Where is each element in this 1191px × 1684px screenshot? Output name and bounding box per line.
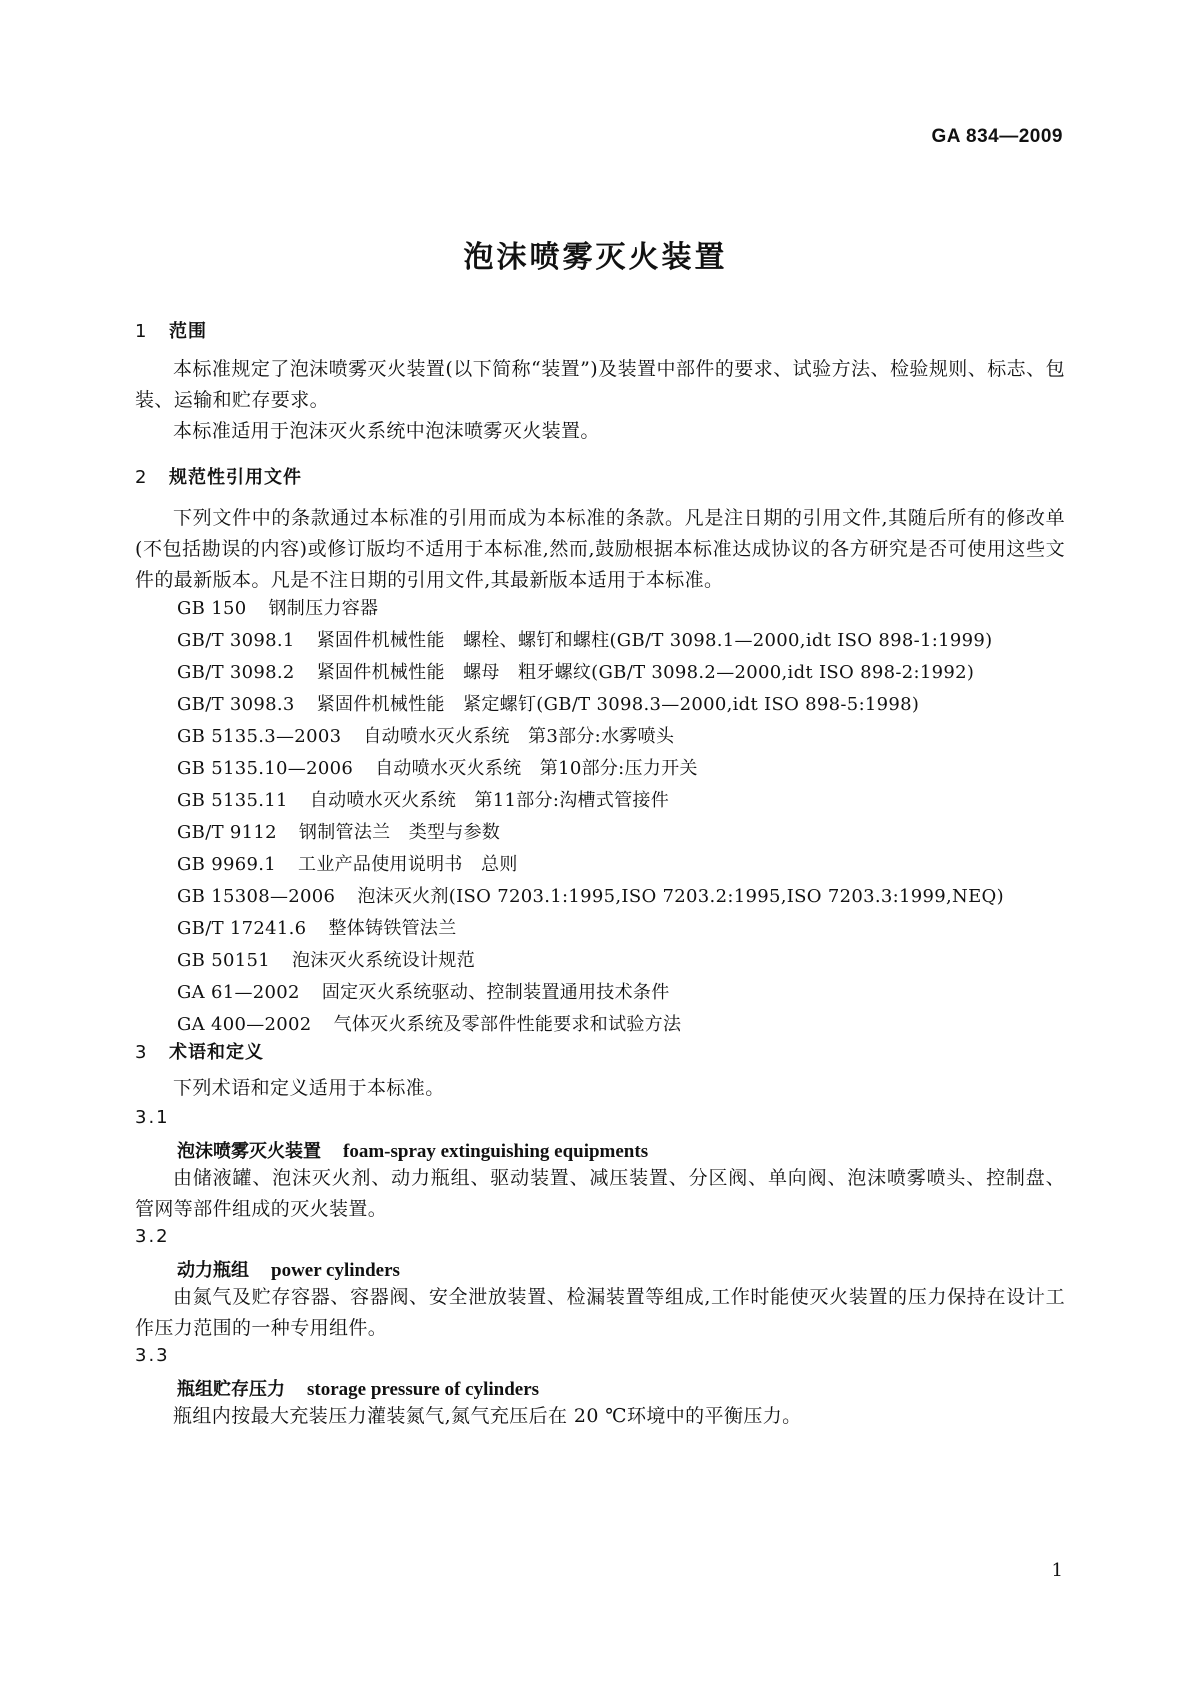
reference-title: 泡沫灭火系统设计规范 [292,950,475,971]
reference-title: 气体灭火系统及零部件性能要求和试验方法 [333,1014,682,1035]
term-chinese: 瓶组贮存压力 [177,1379,285,1400]
section-3-heading [135,1038,264,1064]
reference-title: 固定灭火系统驱动、控制装置通用技术条件 [321,982,670,1003]
reference-item [177,657,1004,689]
reference-code: GB 5135.10—2006 [177,758,354,779]
page-number: 1 [1051,1560,1063,1581]
reference-item [177,945,1004,977]
section-3-paragraph-1: 下列术语和定义适用于本标准。 [173,1077,445,1099]
reference-title: 自动喷水灭火系统 第11部分:沟槽式管接件 [309,790,670,811]
reference-item [177,849,1004,881]
reference-code: GB 5135.3—2003 [177,726,342,747]
reference-title: 紧固件机械性能 紧定螺钉(GB/T 3098.3—2000,idt ISO 898-5:1998) [316,694,920,715]
reference-title: 钢制管法兰 类型与参数 [298,822,501,843]
term-chinese: 泡沫喷雾灭火装置 [177,1141,321,1162]
normative-references-list [177,593,1004,1041]
reference-code: GA 400—2002 [177,1014,312,1035]
document-title: 泡沫喷雾灭火装置 [463,240,728,275]
reference-title: 工业产品使用说明书 总则 [298,854,518,875]
reference-item [177,625,1004,657]
reference-title: 钢制压力容器 [268,598,379,619]
reference-code: GB/T 3098.1 [177,630,295,651]
section-title: 术语和定义 [169,1042,264,1063]
reference-code: GA 61—2002 [177,982,300,1003]
reference-code: GB/T 17241.6 [177,918,307,939]
section-number: 1 [135,321,148,342]
reference-code: GB 50151 [177,950,270,971]
reference-title: 自动喷水灭火系统 第10部分:压力开关 [375,758,698,779]
reference-title: 紧固件机械性能 螺栓、螺钉和螺柱(GB/T 3098.1—2000,idt ISO 898-1:1999) [316,630,993,651]
term-english: storage pressure of cylinders [307,1379,540,1400]
reference-title: 自动喷水灭火系统 第3部分:水雾喷头 [363,726,675,747]
reference-code: GB/T 9112 [177,822,277,843]
section-number: 2 [135,467,148,488]
term-definition: 由储液罐、泡沫灭火剂、动力瓶组、驱动装置、减压装置、分区阀、单向阀、泡沫喷雾喷头、控制盘、管网等部件组成的灭火装置。 [135,1167,1065,1220]
term-english: power cylinders [271,1260,400,1281]
clause-number: 3.3 [135,1345,170,1366]
reference-title: 泡沫灭火剂(ISO 7203.1:1995,ISO 7203.2:1995,ISO 7203.3:1999,NEQ) [357,886,1004,907]
section-title: 范围 [169,321,207,342]
section-2-heading [135,463,302,489]
reference-item [177,881,1004,913]
reference-code: GB/T 3098.2 [177,662,295,683]
reference-item [177,817,1004,849]
section-1-heading [135,317,207,343]
reference-code: GB 150 [177,598,247,619]
reference-code: GB/T 3098.3 [177,694,295,715]
section-1-paragraph-2: 本标准适用于泡沫灭火系统中泡沫喷雾灭火装置。 [173,420,600,442]
term-definition: 由氮气及贮存容器、容器阀、安全泄放装置、检漏装置等组成,工作时能使灭火装置的压力保持在设计工作压力范围的一种专用组件。 [135,1286,1065,1339]
term-entry [177,1256,400,1282]
section-title: 规范性引用文件 [169,467,302,488]
reference-code: GB 15308—2006 [177,886,336,907]
reference-item [177,721,1004,753]
reference-title: 整体铸铁管法兰 [328,918,457,939]
term-entry [177,1137,648,1163]
reference-code: GB 9969.1 [177,854,277,875]
term-entry [177,1375,539,1401]
reference-item [177,689,1004,721]
reference-item [177,1009,1004,1041]
term-chinese: 动力瓶组 [177,1260,249,1281]
term-english: foam-spray extinguishing equipments [343,1141,649,1162]
term-definition: 瓶组内按最大充装压力灌装氮气,氮气充压后在 20 ℃环境中的平衡压力。 [173,1405,802,1427]
reference-item [177,593,1004,625]
reference-code: GB 5135.11 [177,790,288,811]
clause-number: 3.1 [135,1107,170,1128]
section-1-paragraph-1: 本标准规定了泡沫喷雾灭火装置(以下简称“装置”)及装置中部件的要求、试验方法、检验规则、标志、包装、运输和贮存要求。 [135,358,1065,411]
section-2-paragraph-1: 下列文件中的条款通过本标准的引用而成为本标准的条款。凡是注日期的引用文件,其随后所有的修改单(不包括勘误的内容)或修订版均不适用于本标准,然而,鼓励根据本标准达成协议的各方研究是否可使用这些文件的最新版本。凡是不注日期的引用文件,其最新版本适用于本标准。 [135,507,1065,591]
clause-number: 3.2 [135,1226,170,1247]
reference-item [177,913,1004,945]
reference-item [177,977,1004,1009]
section-number: 3 [135,1042,148,1063]
reference-title: 紧固件机械性能 螺母 粗牙螺纹(GB/T 3098.2—2000,idt ISO 898-2:1992) [316,662,975,683]
standard-code: GA 834—2009 [931,126,1063,147]
reference-item [177,753,1004,785]
reference-item [177,785,1004,817]
